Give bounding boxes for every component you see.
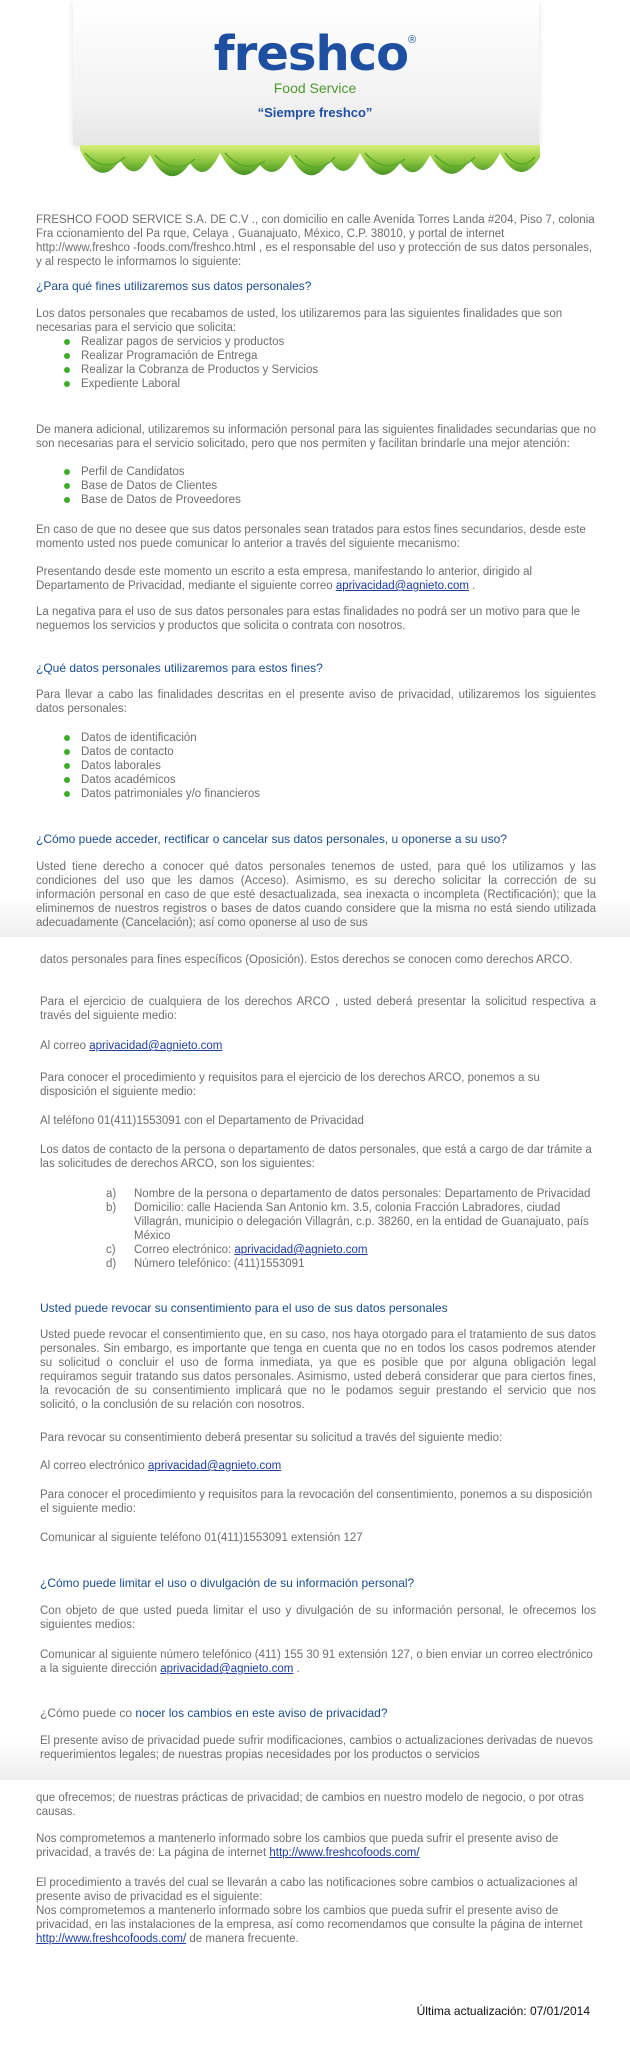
bullet-icon [64, 367, 70, 373]
arco-email-link[interactable]: aprivacidad@agnieto.com [89, 1040, 223, 1052]
limit-use-means-paragraph: Comunicar al siguiente número telefónico (411) 155 30 91 extensión 127, o bien enviar un correo electrónico a la siguiente dirección aprivacidad@agnieto.com . [40, 1649, 593, 1675]
bullet-icon [64, 381, 70, 387]
section-heading-purposes: ¿Para qué fines utilizaremos sus datos personales? [36, 279, 312, 293]
list-item: c) Correo electrónico: aprivacidad@agnieto.com [106, 1244, 368, 1256]
notice-changes-paragraph-continued: que ofrecemos; de nuestras prácticas de privacidad; de cambios en nuestro modelo de negocio, o por otras causas. [36, 1792, 584, 1818]
notification-details-paragraph: Nos comprometemos a mantenerlo informado sobre los cambios que pueda sufrir el presente aviso de privacidad, en las instalaciones de la empresa, así como recomendamos que consulte la página de internet http://www.freshcofoods.com/ de manera frecuente. [36, 1905, 583, 1945]
primary-purposes-list [36, 335, 596, 391]
notification-procedure-paragraph: El procedimiento a través del cual se llevarán a cabo las notificaciones sobre cambios o actualizaciones al presente aviso de privacidad es el siguiente: [36, 1877, 578, 1903]
logo-text: freshco [213, 26, 409, 82]
list-item: a) Nombre de la persona o departamento de datos personales: Departamento de Privacidad [106, 1188, 591, 1200]
section-heading-limit-use: ¿Cómo puede limitar el uso o divulgación de su información personal? [40, 1576, 415, 1590]
arco-contact-list [106, 1187, 596, 1271]
bullet-icon [64, 469, 70, 475]
section-heading-data-used: ¿Qué datos personales utilizaremos para estos fines? [36, 661, 323, 675]
revoke-consent-paragraph: Usted puede revocar el consentimiento que, en su caso, nos haya otorgado para el tratamiento de sus datos personales. Sin embargo, es importante que tenga en cuenta que no en todos los casos podremos atender su solicitud o concluir el uso de forma inmediata, ya que es posible que por alguna obligación legal requiramos seguir tratando sus datos personales. Asimismo, usted deberá considerar que para ciertos fines, la revocación de su consentimiento implicará que no le podamos seguir prestando el servicio que nos solicitó, o la conclusión de su relación con nosotros. [40, 1329, 596, 1411]
notice-changes-commitment-paragraph: Nos comprometemos a mantenerlo informado sobre los cambios que pueda sufrir el presente aviso de privacidad, a través de: La página de internet http://www.freshcofoods.com/ [36, 1833, 559, 1859]
opt-out-paragraph: En caso de que no desee que sus datos personales sean tratados para estos fines secundarios, desde este momento usted nos puede comunicar lo anterior a través del siguiente mecanismo: [36, 524, 586, 550]
section-heading-arco-rights: ¿Cómo puede acceder, rectificar o cancelar sus datos personales, u oponerse a su uso? [36, 832, 507, 846]
list-item: Datos patrimoniales y/o financieros [36, 787, 596, 801]
list-item: Realizar pagos de servicios y productos [36, 335, 596, 349]
secondary-purposes-list [36, 465, 596, 507]
arco-rights-paragraph-continued: datos personales para fines específicos (Oposición). Estos derechos se conocen como derechos ARCO. [40, 954, 573, 966]
arco-procedure-paragraph: Para conocer el procedimiento y requisitos para el ejercicio de los derechos ARCO, ponemos a su disposición el siguiente medio: [40, 1072, 540, 1098]
list-item: Realizar Programación de Entrega [36, 349, 596, 363]
bullet-icon [64, 735, 70, 741]
bullet-icon [64, 497, 70, 503]
limit-use-paragraph: Con objeto de que usted pueda limitar el uso y divulgación de su información personal, le ofrecemos los siguientes medios: [40, 1605, 596, 1631]
list-item: Expediente Laboral [36, 377, 596, 391]
revoke-request-paragraph: Para revocar su consentimiento deberá presentar su solicitud a través del siguiente medio: [40, 1432, 503, 1444]
list-item: Perfil de Candidatos [36, 465, 596, 479]
revoke-procedure-paragraph: Para conocer el procedimiento y requisitos para la revocación del consentimiento, ponemos a su disposición el siguiente medio: [40, 1489, 593, 1515]
list-item: Base de Datos de Clientes [36, 479, 596, 493]
contact-email-link[interactable]: aprivacidad@agnieto.com [234, 1244, 368, 1256]
bullet-icon [64, 339, 70, 345]
last-updated-date: Última actualización: 07/01/2014 [416, 2004, 590, 2018]
list-item: Datos de identificación [36, 731, 596, 745]
website-link[interactable]: http://www.freshcofoods.com/ [269, 1847, 420, 1859]
logo-registered-mark: ® [408, 34, 417, 46]
list-item: Realizar la Cobranza de Productos y Servicios [36, 363, 596, 377]
website-link-secondary[interactable]: http://www.freshcofoods.com/ [36, 1933, 187, 1945]
refusal-paragraph: La negativa para el uso de sus datos personales para estas finalidades no podrá ser un motivo para que le neguemos los servicios y productos que solicita o contrata con nosotros. [36, 606, 581, 632]
bullet-icon [64, 777, 70, 783]
list-item: Datos académicos [36, 773, 596, 787]
logo-subtitle: Food Service [273, 80, 357, 96]
section-heading-notice-changes: ¿Cómo puede co nocer los cambios en este aviso de privacidad? [40, 1706, 388, 1720]
arco-contact-paragraph: Los datos de contacto de la persona o departamento de datos personales, que está a cargo de dar trámite a las solicitudes de derechos ARCO, son los siguientes: [40, 1144, 592, 1170]
list-item: b) Domicilio: calle Hacienda San Antonio km. 3.5, colonia Fracción Labradores, ciudad Villagrán, municipio o delegación Villagrán, c.p. 38260, en la entidad de Guanajuato, país México [106, 1202, 589, 1242]
arco-email-line: Al correo aprivacidad@agnieto.com [40, 1040, 223, 1052]
opt-out-mechanism-paragraph: Presentando desde este momento un escrito a esta empresa, manifestando lo anterior, dirigido al Departamento de Privacidad, mediante el siguiente correo aprivacidad@agnieto.com . [36, 566, 533, 592]
arco-request-paragraph: Para el ejercicio de cualquiera de los derechos ARCO , usted deberá presentar la solicitud respectiva a través del siguiente medio: [40, 996, 596, 1022]
bullet-icon [64, 353, 70, 359]
bullet-icon [64, 483, 70, 489]
slogan: “Siempre freshco” [257, 105, 373, 120]
bullet-icon [64, 763, 70, 769]
secondary-purposes-paragraph: De manera adicional, utilizaremos su información personal para las siguientes finalidades secundarias que no son necesarias para el servicio solicitado, pero que nos permiten y facilitan brindarle una mejor atención: [36, 424, 596, 450]
privacy-email-link[interactable]: aprivacidad@agnieto.com [335, 580, 469, 592]
revoke-phone-line: Comunicar al siguiente teléfono 01(411)1553091 extensión 127 [40, 1532, 363, 1544]
section-heading-revoke-consent: Usted puede revocar su consentimiento para el uso de sus datos personales [40, 1301, 448, 1315]
list-item: Datos de contacto [36, 745, 596, 759]
arco-phone-line: Al teléfono 01(411)1553091 con el Departamento de Privacidad [40, 1115, 364, 1127]
notice-changes-paragraph: El presente aviso de privacidad puede sufrir modificaciones, cambios o actualizaciones derivadas de nuevos requerimientos legales; de nuestras propias necesidades por los productos o servicios [40, 1735, 593, 1761]
revoke-email-link[interactable]: aprivacidad@agnieto.com [148, 1460, 282, 1472]
arco-rights-paragraph: Usted tiene derecho a conocer qué datos personales tenemos de usted, para qué los utilizamos y las condiciones del uso que les damos (Acceso). Asimismo, es su derecho solicitar la corrección de su información personal en caso de que esté desactualizada, sea inexacta o incompleta (Rectificación); que la eliminemos de nuestros registros o bases de datos cuando considere que la misma no está siendo utilizada adecuadamente (Cancelación); así como oponerse al uso de sus [36, 861, 596, 929]
purposes-paragraph: Los datos personales que recabamos de usted, los utilizaremos para las siguientes finalidades que son necesarias para el servicio que solicita: [36, 308, 563, 334]
intro-paragraph: FRESHCO FOOD SERVICE S.A. DE C.V ., con domicilio en calle Avenida Torres Landa #204, Piso 7, colonia Fra ccionamiento del Pa rque, Celaya , Guanajuato, México, C.P. 38010, y portal de internet http://www.freshco -foods.com/freshco.html , es el responsable del uso y protección de sus datos personales, y al respecto le informamos lo siguiente: [36, 214, 595, 268]
revoke-email-line: Al correo electrónico aprivacidad@agnieto.com [40, 1460, 282, 1472]
list-item: Base de Datos de Proveedores [36, 493, 596, 507]
limit-use-email-link[interactable]: aprivacidad@agnieto.com [160, 1663, 294, 1675]
bullet-icon [64, 749, 70, 755]
bullet-icon [64, 791, 70, 797]
list-item: d) Número telefónico: (411)1553091 [106, 1258, 305, 1270]
personal-data-list [36, 731, 596, 801]
data-used-paragraph: Para llevar a cabo las finalidades descritas en el presente aviso de privacidad, utilizaremos los siguientes datos personales: [36, 689, 596, 715]
list-item: Datos laborales [36, 759, 596, 773]
